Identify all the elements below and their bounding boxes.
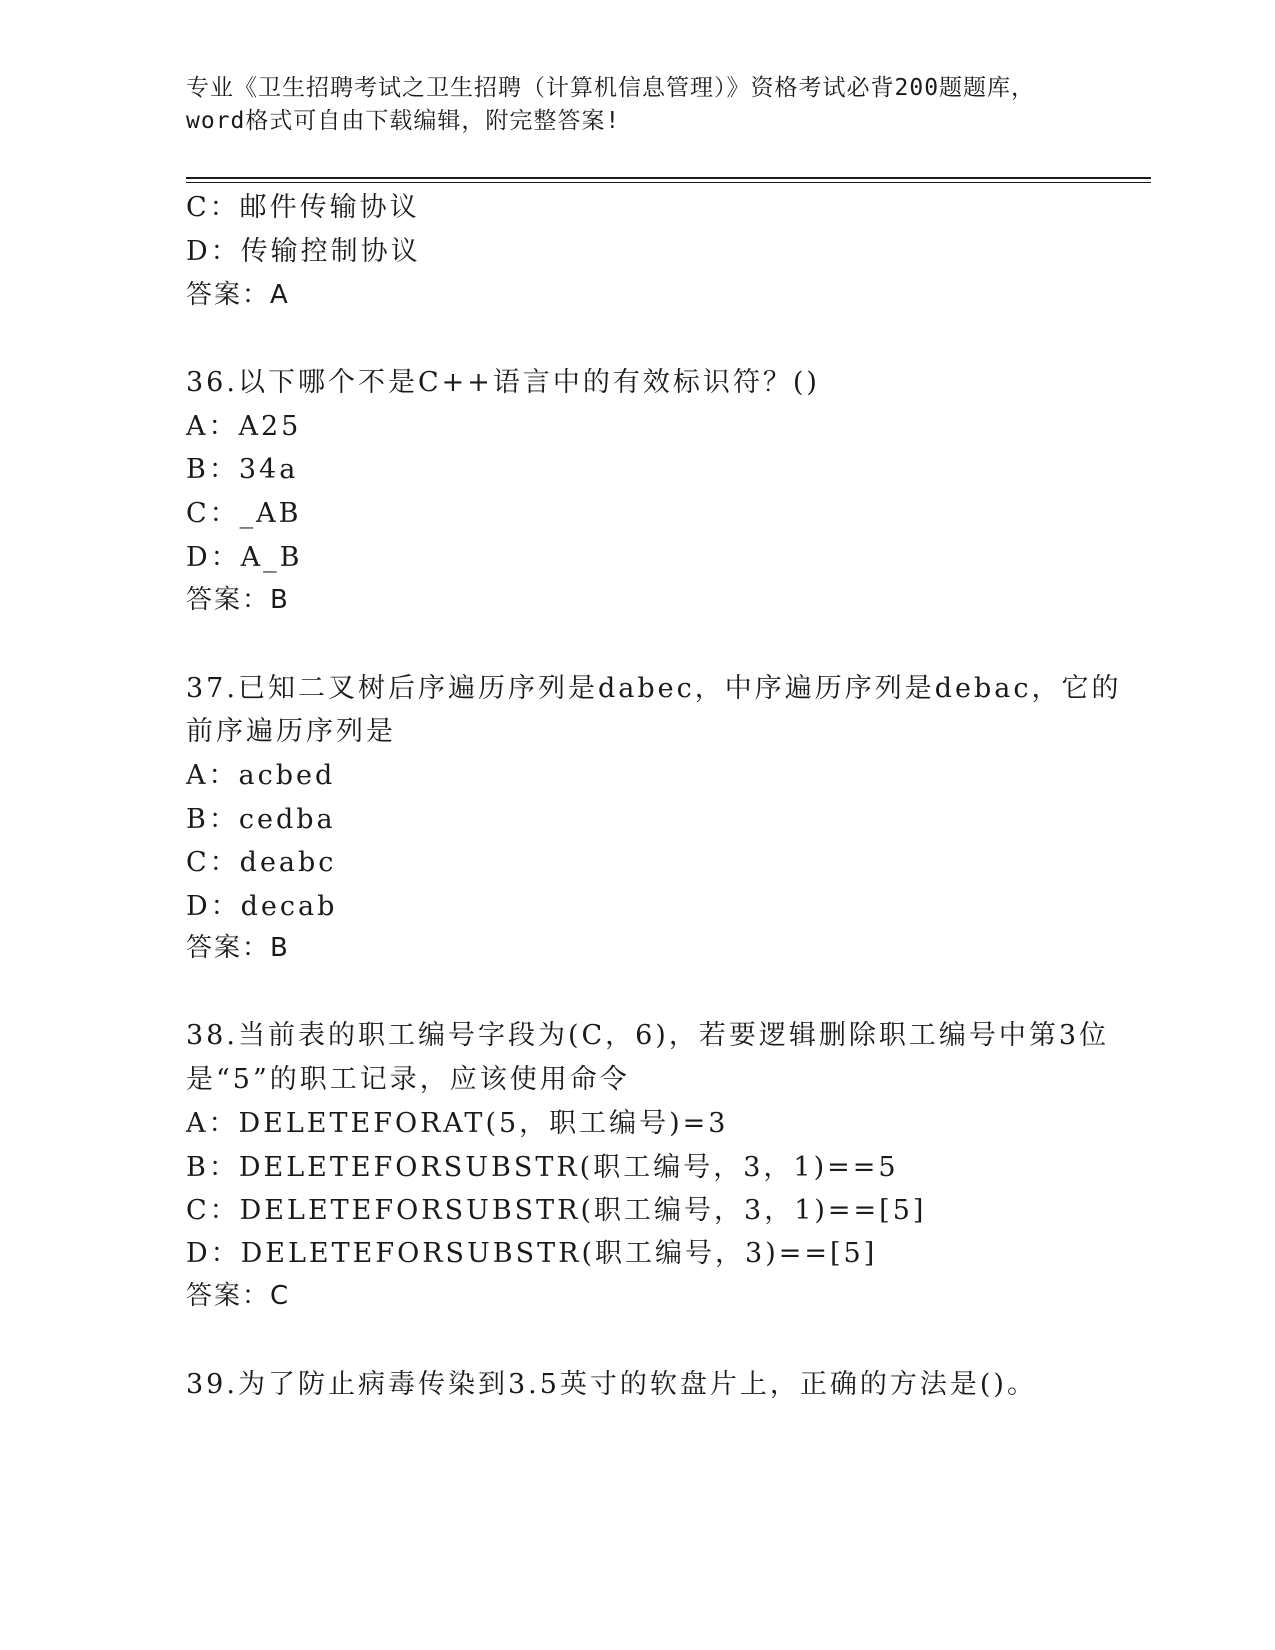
q37-option-c: C：deabc — [186, 847, 337, 878]
q37-option-b: B：cedba — [186, 804, 336, 835]
header-divider-thin — [186, 182, 1151, 183]
q38-answer: 答案：C — [186, 1281, 291, 1311]
q36-option-d: D：A_B — [186, 542, 303, 573]
q35-answer: 答案：A — [186, 280, 290, 310]
q36-stem: 36.以下哪个不是C++语言中的有效标识符？() — [186, 367, 820, 398]
q38-option-c: C：DELETEFORSUBSTR(职工编号，3，1)==[5] — [186, 1195, 927, 1226]
q36-answer: 答案：B — [186, 585, 290, 615]
header-title-line-2: word格式可自由下载编辑，附完整答案! — [186, 108, 621, 134]
q39-stem: 39.为了防止病毒传染到3.5英寸的软盘片上，正确的方法是()。 — [186, 1369, 1037, 1400]
q38-option-d: D：DELETEFORSUBSTR(职工编号，3)==[5] — [186, 1238, 878, 1269]
q35-option-d: D：传输控制协议 — [186, 236, 421, 267]
header-divider-thick — [186, 177, 1151, 179]
q36-option-a: A：A25 — [186, 411, 302, 442]
q38-option-b: B：DELETEFORSUBSTR(职工编号，3，1)==5 — [186, 1152, 899, 1183]
header-title-line-1: 专业《卫生招聘考试之卫生招聘（计算机信息管理）》资格考试必背200题题库， — [186, 75, 1036, 101]
document-header — [186, 72, 1086, 138]
q38-stem-line-1: 38.当前表的职工编号字段为(C，6)，若要逻辑删除职工编号中第3位 — [186, 1020, 1110, 1051]
q38-stem-line-2: 是“5”的职工记录，应该使用命令 — [186, 1064, 630, 1095]
q38-option-a: A：DELETEFORAT(5，职工编号)=3 — [186, 1108, 729, 1139]
q37-option-d: D：decab — [186, 891, 338, 922]
q37-answer: 答案：B — [186, 933, 290, 963]
q37-option-a: A：acbed — [186, 760, 336, 791]
q35-option-c: C：邮件传输协议 — [186, 192, 420, 223]
q36-option-c: C：_AB — [186, 498, 302, 529]
q37-stem-line-1: 37.已知二叉树后序遍历序列是dabec，中序遍历序列是debac，它的 — [186, 673, 1122, 704]
q37-stem-line-2: 前序遍历序列是 — [186, 716, 396, 747]
q36-option-b: B：34a — [186, 454, 299, 485]
